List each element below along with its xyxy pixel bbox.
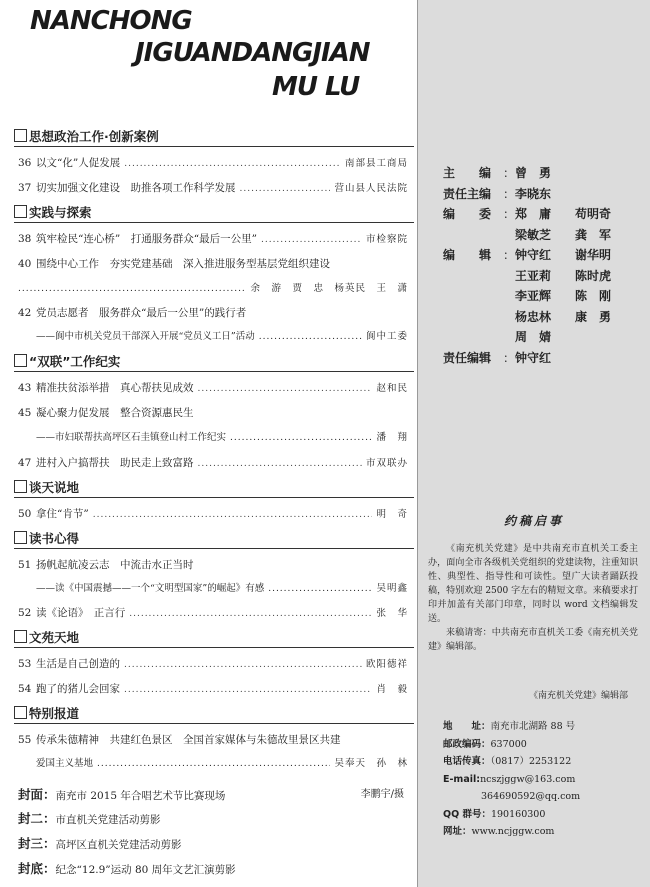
toc-entry[interactable]: 40 围绕中心工作 夯实党建基础 深入推进服务型基层党组织建设 — [18, 258, 330, 270]
section-header: 思想政治工作·创新案例 — [14, 128, 414, 147]
leader-dots — [124, 683, 372, 697]
toc-entry[interactable]: 45 凝心聚力促发展 整合资源惠民生 — [18, 407, 194, 419]
email-link[interactable]: ncszjggw@163.com — [480, 773, 576, 785]
box-icon — [14, 129, 27, 142]
leader-dots — [18, 282, 246, 296]
toc-entry[interactable]: 43 精准扶贫添举措 真心帮扶见成效 ..... 赵和民 — [18, 381, 408, 396]
masthead-line-3: MU LU — [272, 72, 360, 102]
divider — [417, 0, 418, 887]
leader-dots — [93, 508, 373, 522]
toc-entry-author-line: ..... 余 游 贾 忠 杨英民 王 潇 — [18, 282, 408, 296]
toc-entry[interactable]: 47 进村入户搞帮扶 助民走上致富路 ..... 市双联办 — [18, 456, 408, 471]
contact-info: 地 址：南充市北湖路 88 号 邮政编码：637000 电话传真：（0817）2253122 E-mail:ncszjggw@163.com 364690592@qq.com QQ 群号：190160300 网址：www.ncjggw.com — [443, 721, 581, 837]
toc-entry[interactable]: 53 生活是自己创造的 ..... 欧阳德祥 — [18, 657, 408, 672]
leader-dots — [124, 157, 341, 171]
toc-subtitle: 爱国主义基地 ..... 吴奉天 孙 林 — [36, 757, 408, 771]
leader-dots — [261, 233, 362, 247]
leader-dots — [198, 382, 373, 396]
toc-entry[interactable]: 52 读《论语》 正言行 ..... 张 华 — [18, 606, 408, 621]
box-icon — [14, 630, 27, 643]
toc-entry[interactable]: 42 党员志愿者 服务群众“最后一公里”的践行者 — [18, 307, 247, 319]
masthead-line-1: NANCHONG — [30, 6, 192, 36]
leader-dots — [259, 330, 362, 344]
toc-entry[interactable]: 37 切实加强文化建设 助推各项工作科学发展 ..... 营山县人民法院 — [18, 181, 408, 196]
leader-dots — [97, 757, 330, 771]
toc-entry[interactable]: 50 拿住“肯节” ..... 明 奇 — [18, 507, 408, 522]
box-icon — [14, 354, 27, 367]
leader-dots — [198, 457, 362, 471]
email-link[interactable]: 364690592@qq.com — [481, 791, 581, 802]
toc-entry[interactable]: 55 传承朱德精神 共建红色景区 全国首家媒体与朱德故里景区共建 — [18, 734, 341, 746]
call-for-papers-body: 《南充机关党建》是中共南充市直机关工委主办，面向全市各级机关党组织的党建读物，注重知识性、典型性、指导性和可读性。望广大读者踊跃投稿，特别欢迎 2500 字左右的精短文章。来稿要求打印并加盖有关部门印章，同时以 word 文档编辑发送。 来稿请寄：中共南充市直机关工委《南充机关党建》编辑部。 — [428, 544, 638, 652]
section-header: 谈天说地 — [14, 479, 414, 498]
cover-note: 封面：南充市 2015 年合唱艺术节比赛现场 李鹏宇/摄 — [18, 787, 404, 802]
toc-entry[interactable]: 36 以文“化”人促发展 ..... 南部县工商局 — [18, 156, 408, 171]
box-icon — [14, 531, 27, 544]
toc-subtitle: ——读《中国震撼——一个“文明型国家”的崛起》有感 ..... 吴明鑫 — [36, 582, 408, 596]
toc-entry[interactable]: 51 扬帆起航凌云志 中流击水正当时 — [18, 559, 194, 571]
leader-dots — [124, 658, 362, 672]
leader-dots — [240, 182, 331, 196]
leader-dots — [230, 431, 372, 445]
box-icon — [14, 480, 27, 493]
cover-note: 封二：市直机关党建活动剪影 — [18, 811, 161, 826]
website-link[interactable]: www.ncjggw.com — [471, 826, 555, 837]
section-header: 实践与探索 — [14, 204, 414, 223]
box-icon — [14, 205, 27, 218]
leader-dots — [129, 607, 372, 621]
toc-entry[interactable]: 54 跑了的猪儿会回家 ..... 肖 毅 — [18, 682, 408, 697]
masthead-line-2: JIGUANDANGJIAN — [135, 38, 370, 68]
section-header: 特别报道 — [14, 705, 414, 724]
cover-note: 封底：纪念“12.9”运动 80 周年文艺汇演剪影 — [18, 861, 236, 876]
toc-subtitle: ——阆中市机关党员干部深入开展“党员义工日”活动 ..... 阆中工委 — [36, 330, 408, 344]
section-header: 读书心得 — [14, 530, 414, 549]
toc-entry[interactable]: 38 筑牢检民“连心桥” 打通服务群众“最后一公里” ..... 市检察院 — [18, 232, 408, 247]
section-header: 文苑天地 — [14, 629, 414, 648]
call-signature: 《南充机关党建》编辑部 — [528, 691, 628, 701]
section-header: “双联”工作纪实 — [14, 353, 414, 372]
call-for-papers-title: 约稿启事 — [503, 514, 564, 528]
leader-dots — [268, 582, 372, 596]
box-icon — [14, 706, 27, 719]
cover-note: 封三：高坪区直机关党建活动剪影 — [18, 836, 182, 851]
toc-subtitle: ——市妇联帮扶高坪区石圭镇登山村工作纪实 ..... 潘 翔 — [36, 431, 408, 445]
editorial-staff: 主 编 ：曾 勇 责任主编 ：李晓东 编 委 ：郑 庸 苟明奇 梁敏芝 龚 军 编 辑 ：钟守红 谢华明 王亚莉 陈时虎 李亚辉 陈 刚 杨忠林 康 勇 周 婧 责任编辑 ：钟守红 — [443, 166, 612, 365]
